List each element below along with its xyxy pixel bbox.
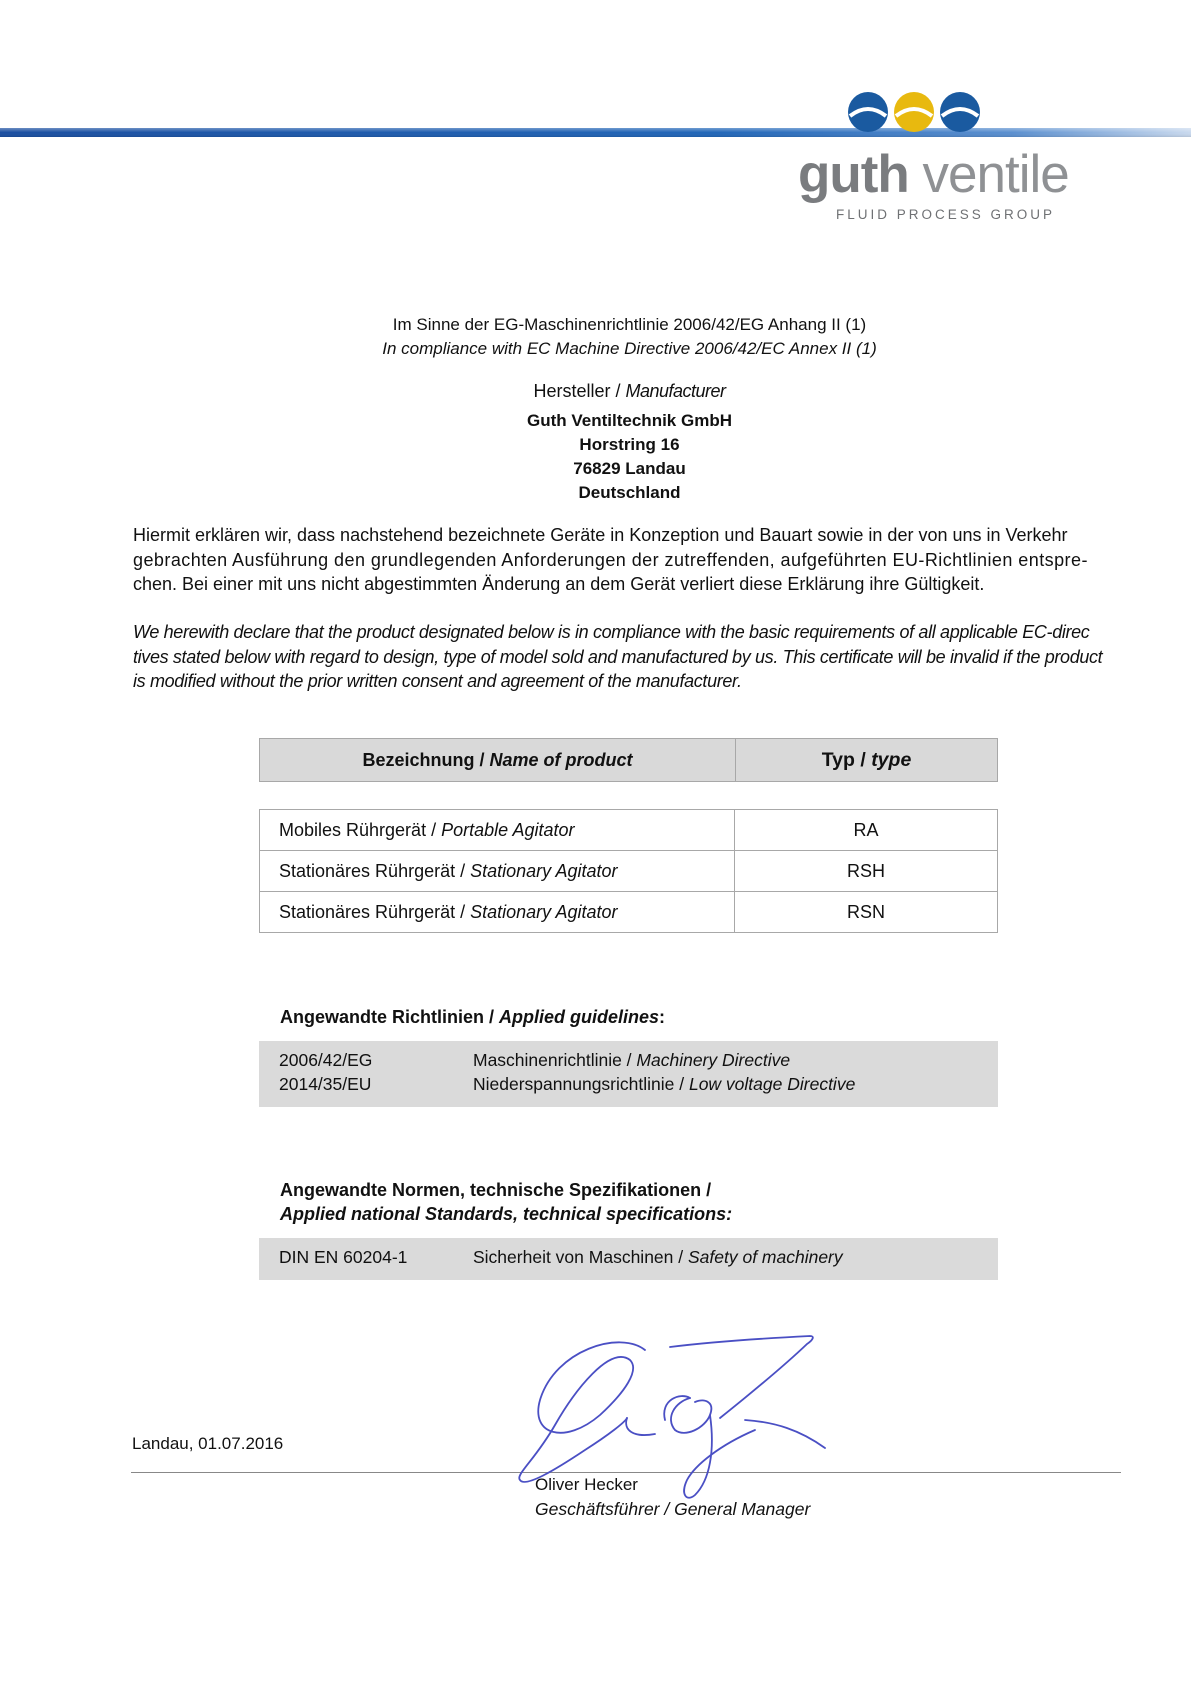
column-header-type: Typ / type [736,739,998,782]
table-row [260,851,998,892]
product-table-header [259,738,998,782]
standards-title-english: Applied national Standards, technical specifications: [280,1204,733,1224]
product-name-cell: Stationäres Rührgerät / Stationary Agitator [260,892,735,933]
product-type-cell: RSN [735,892,998,933]
declaration-line: Hiermit erklären wir, dass nachstehend bezeichnete Geräte in Konzeption und Bauart sowie in der von uns in Verkehr [133,525,1068,545]
product-type-cell: RSH [735,851,998,892]
guideline-code: 2014/35/EU [279,1074,372,1094]
declaration-line: We herewith declare that the product designated below is in compliance with the basic requirements of all applicable EC-direc [133,622,1090,642]
product-name-cell: Mobiles Rührgerät / Portable Agitator [260,810,735,851]
standard-item: DIN EN 60204-1 Sicherheit von Maschinen / Safety of machinery [279,1247,843,1267]
product-table [259,809,998,933]
declaration-line: chen. Bei einer mit uns nicht abgestimmten Änderung an dem Gerät verliert diese Erklärung ihre Gültigkeit. [133,574,985,594]
guidelines-title: Angewandte Richtlinien / Applied guidelines: [280,1007,666,1027]
guideline-code: 2006/42/EG [279,1050,373,1070]
table-row [260,892,998,933]
declaration-line: tives stated below with regard to design, type of model sold and manufactured by us. This certificate will be invalid if the product [133,646,1103,667]
declaration-german [133,523,1121,597]
declaration-line: is modified without the prior written consent and agreement of the manufacturer. [133,671,742,691]
manufacturer-city: 76829 Landau [573,459,686,478]
guideline-item: 2006/42/EG Maschinenrichtlinie / Machinery Directive [279,1050,791,1070]
manufacturer-country: Deutschland [578,483,681,502]
declaration-english [133,620,1121,694]
column-header-name: Bezeichnung / Name of product [260,739,736,782]
standards-box [259,1238,998,1280]
standards-title-german: Angewandte Normen, technische Spezifikationen / [280,1180,712,1200]
declaration-line: gebrachten Ausführung den grundlegenden Anforderungen der zutreffenden, aufgeführten EU-Richtlinien entspre- [133,549,1088,570]
intro-english: In compliance with EC Machine Directive 2006/42/EC Annex II (1) [382,339,877,358]
intro-german: Im Sinne der EG-Maschinenrichtlinie 2006/42/EG Anhang II (1) [392,315,867,334]
table-row [260,810,998,851]
guidelines-box [259,1041,998,1107]
standard-code: DIN EN 60204-1 [279,1247,408,1267]
manufacturer-name: Guth Ventiltechnik GmbH [527,411,732,430]
guideline-item: 2014/35/EU Niederspannungsrichtlinie / Low voltage Directive [279,1074,856,1094]
place-and-date: Landau, 01.07.2016 [132,1434,284,1453]
manufacturer-label: Hersteller / Manufacturer [533,381,726,401]
signer-name: Oliver Hecker [535,1475,638,1494]
signer-title: Geschäftsführer / General Manager [535,1499,811,1519]
manufacturer-street: Horstring 16 [579,435,680,454]
product-type-cell: RA [735,810,998,851]
logo-tagline: FLUID PROCESS GROUP [836,207,1056,222]
product-name-cell: Stationäres Rührgerät / Stationary Agitator [260,851,735,892]
logo-wordmark: guth ventile [798,145,1069,204]
